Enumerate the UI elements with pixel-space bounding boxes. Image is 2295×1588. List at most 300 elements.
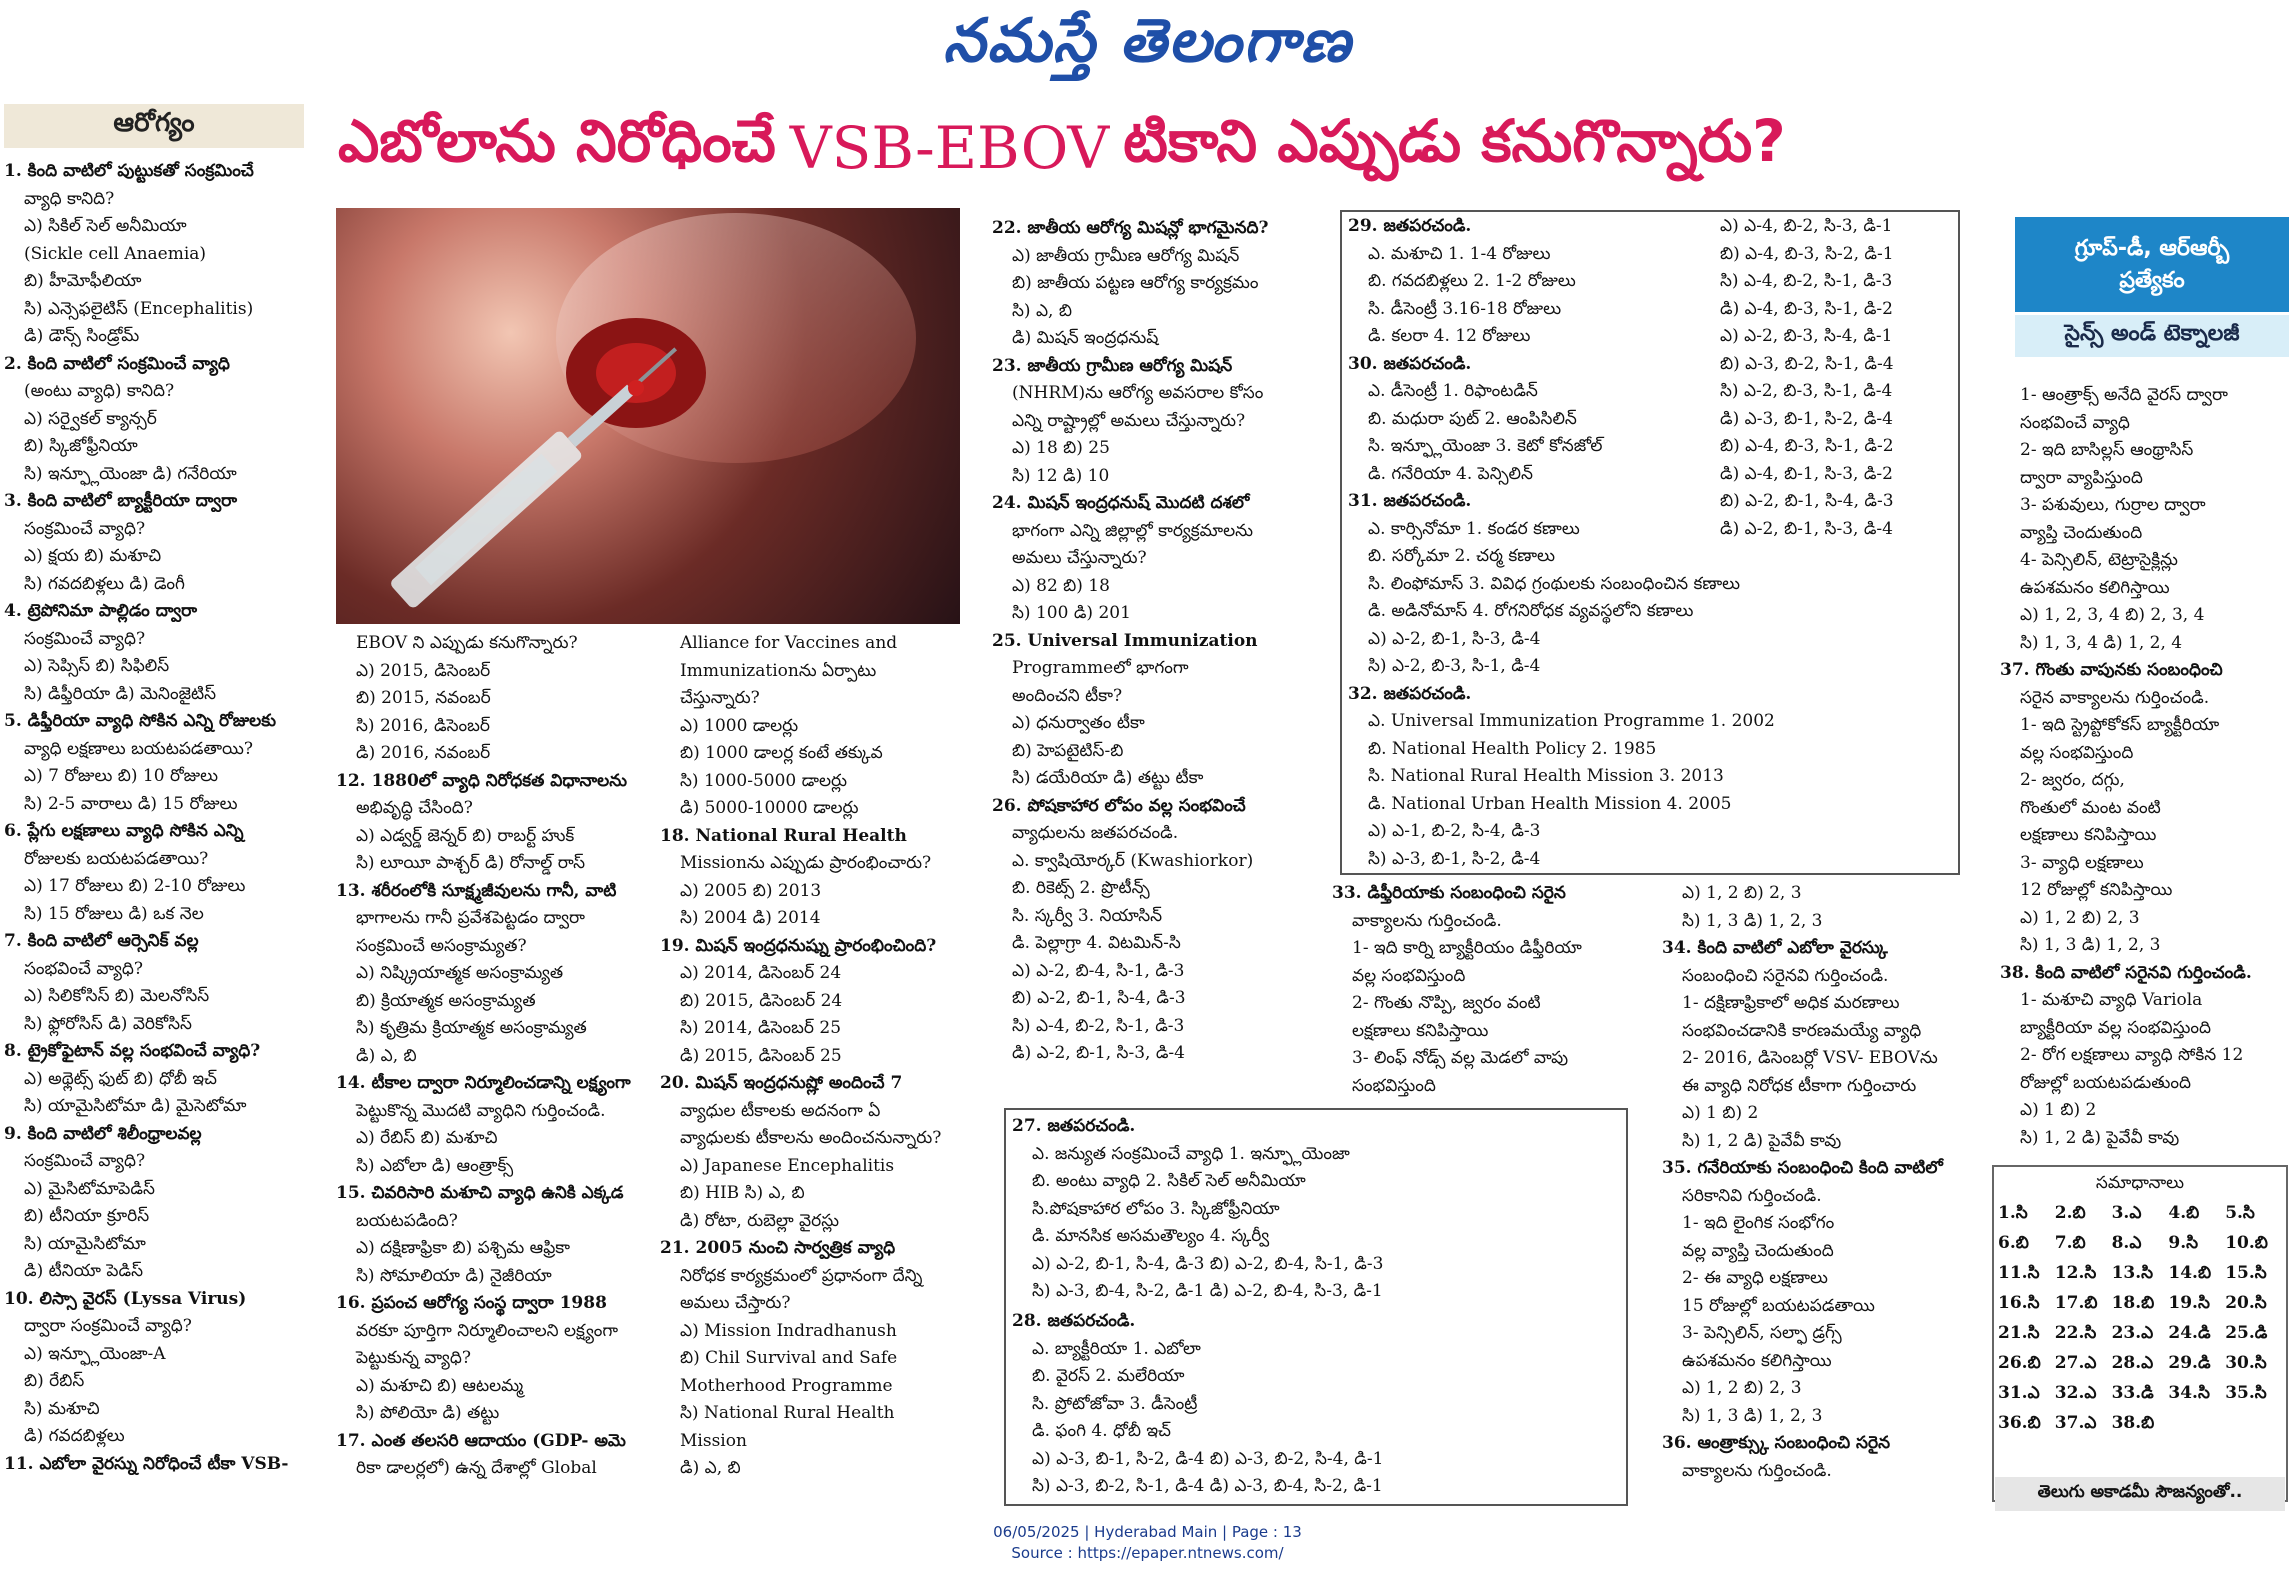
- sidebar-subheader: సైన్స్ అండ్ టెక్నాలజీ: [2015, 315, 2289, 357]
- text-line: ఎ) ఎ-2, బి-4, సి-1, డి-3: [1012, 960, 1185, 981]
- text-line: డి) 2015, డిసెంబర్ 25: [680, 1045, 842, 1066]
- answer-item: 17.బి: [2054, 1293, 2098, 1313]
- answer-item: 3.ఎ: [2111, 1203, 2142, 1223]
- answers-title: సమాధానాలు: [2095, 1173, 2185, 1193]
- text-line: డి. ఫంగి 4. ధోబీ ఇచ్: [1032, 1421, 1171, 1441]
- text-line: వరకూ పూర్తిగా నిర్మూలించాలని లక్ష్యంగా: [356, 1320, 618, 1341]
- text-line: సంబంధించి సరైనవి గుర్తించండి.: [1682, 965, 1889, 986]
- text-line: ఎ. Universal Immunization Programme 1. 2002: [1368, 711, 1775, 731]
- text-line: సి) యామైసిటోమా డి) మైసెటోమా: [24, 1096, 247, 1116]
- text-line: వ్యాప్తి చెందుతుంది: [2020, 522, 2143, 543]
- text-line: అమలు చేస్తున్నారు?: [1012, 548, 1147, 568]
- text-line: సి) 1, 3 డి) 1, 2, 3: [2020, 935, 2161, 955]
- answer-item: 12.సి: [2054, 1263, 2097, 1283]
- text-line: 10. లిస్సా వైరస్ (Lyssa Virus): [4, 1288, 247, 1309]
- text-line: సి) ఎ-3, బి-2, సి-1, డి-4 డి) ఎ-3, బి-4, సి-2, డి-1: [1032, 1476, 1383, 1496]
- text-line: వల్ల సంభవిస్తుంది: [2020, 742, 2134, 763]
- text-line: బి. National Health Policy 2. 1985: [1368, 738, 1657, 759]
- text-line: డి) టీనియా పెడిస్: [24, 1261, 143, 1281]
- answer-item: 1.సి: [1998, 1203, 2028, 1223]
- text-line: బి. సర్కోమా 2. చర్మ కణాలు: [1368, 546, 1555, 566]
- text-line: సి) లూయీ పాశ్చర్ డి) రోనాల్డ్ రాస్: [356, 853, 586, 873]
- question-28: [1012, 1308, 1622, 1508]
- text-line: 37. గొంతు వాపునకు సంబంధించి: [2000, 660, 2223, 680]
- text-line: 2- జ్వరం, దగ్గు,: [2020, 770, 2125, 790]
- text-line: 2- 2016, డిసెంబర్లో VSV- EBOVను: [1682, 1048, 1938, 1068]
- answer-item: 14.బి: [2168, 1263, 2212, 1283]
- text-line: 17. ఎంత తలసరి ఆదాయం (GDP- అమె: [336, 1430, 626, 1451]
- text-line: డి) ఎ-4, బి-3, సి-1, డి-2: [1720, 298, 1893, 319]
- text-line: ఎ) సెప్సిస్ బి) సిఫిలిస్: [24, 656, 170, 676]
- answer-item: 2.బి: [2054, 1203, 2086, 1223]
- text-line: సి) ఎ, బి: [1012, 300, 1072, 321]
- text-line: 2- గొంతు నొప్పి, జ్వరం వంటి: [1352, 993, 1541, 1013]
- text-line: డి. పెల్లాగ్రా 4. విటమిన్-సి: [1012, 933, 1181, 953]
- answer-item: 24.డి: [2168, 1323, 2211, 1343]
- text-line: సి) 2014, డిసెంబర్ 25: [680, 1018, 842, 1038]
- text-line: ఉపశమనం కలిగిస్తాయి: [2020, 577, 2170, 598]
- questions-29-32-options: [1700, 213, 1955, 873]
- text-line: సి. ఇన్ఫ్లూయెంజా 3. కెటో కోనజోల్: [1368, 436, 1603, 456]
- answer-item: 28.ఎ: [2111, 1353, 2154, 1373]
- answer-item: 36.బి: [1998, 1413, 2041, 1433]
- column-3: [660, 630, 975, 1490]
- text-line: డి) ఎ-3, బి-1, సి-2, డి-4: [1720, 408, 1893, 429]
- text-line: డి. గనేరియా 4. పెన్సిలిన్: [1368, 463, 1533, 484]
- text-line: ఎ) సర్వైకల్ క్యాన్సర్: [24, 408, 157, 429]
- column-2-text: [336, 630, 654, 1483]
- text-line: సరికానివి గుర్తించండి.: [1682, 1185, 1822, 1206]
- text-line: ఎ) 82 బి) 18: [1012, 575, 1110, 596]
- answer-item: 10.బి: [2225, 1233, 2268, 1253]
- text-line: ఎ) 1 బి) 2: [1682, 1103, 1759, 1123]
- text-line: డి) ఎ, బి: [356, 1045, 417, 1066]
- column-8: [2000, 382, 2290, 1162]
- text-line: Immunizationను ఏర్పాటు: [680, 660, 877, 681]
- masthead-logo: నమస్తే తెలంగాణ: [942, 6, 1353, 76]
- text-line: సి. ప్రోటోజోవా 3. డీసెంట్రీ: [1032, 1393, 1198, 1414]
- text-line: ఎ) ఎ-4, బి-2, సి-3, డి-1: [1720, 216, 1893, 236]
- text-line: 36. ఆంత్రాక్స్కు సంబంధించి సరైన: [1662, 1433, 1891, 1453]
- text-line: వాక్యాలను గుర్తించండి.: [1682, 1460, 1832, 1481]
- text-line: బి) 2015, డిసెంబర్ 24: [680, 990, 843, 1011]
- text-line: 12. 1880లో వ్యాధి నిరోధకత విధానాలను: [336, 770, 628, 791]
- text-line: బి. అంటు వ్యాధి 2. సికిల్ సెల్ అనీమియా: [1032, 1171, 1306, 1191]
- page-footer: [0, 1522, 2295, 1564]
- text-line: ఎ) సికిల్ సెల్ అనీమియా: [24, 216, 187, 236]
- text-line: ఎ) 2014, డిసెంబర్ 24: [680, 963, 842, 983]
- text-line: ఎ. జన్యుత సంక్రమించే వ్యాధి 1. ఇన్ఫ్లూయెంజా: [1032, 1143, 1350, 1164]
- text-line: సి) ఎన్సెఫలైటిస్ (Encephalitis): [24, 298, 254, 319]
- text-line: బి) HIB సి) ఎ, బి: [680, 1183, 805, 1203]
- text-line: రోజుల్లో బయటపడుతుంది: [2020, 1072, 2192, 1093]
- text-line: లక్షణాలు కనిపిస్తాయి: [1352, 1020, 1489, 1041]
- text-line: బి) స్కిజోఫ్రీనియా: [24, 436, 138, 456]
- answer-item: 20.సి: [2225, 1293, 2267, 1313]
- text-line: డి) ఎ-4, బి-1, సి-3, డి-2: [1720, 463, 1893, 484]
- text-line: సి) 1, 3, 4 డి) 1, 2, 4: [2020, 632, 2183, 653]
- text-line: ఎ) 1000 డాలర్లు: [680, 715, 799, 736]
- text-line: ఎ. క్వాషియోర్కర్ (Kwashiorkor): [1012, 850, 1254, 871]
- text-line: డి) రోటా, రుబెల్లా వైరస్లు: [680, 1210, 840, 1231]
- text-line: Mission: [680, 1430, 747, 1451]
- text-line: సి) మశూచి: [24, 1398, 100, 1419]
- answer-item: 30.సి: [2225, 1353, 2267, 1373]
- text-line: సి) సోమాలియా డి) నైజీరియా: [356, 1265, 552, 1286]
- answer-item: 9.సి: [2168, 1233, 2199, 1253]
- text-line: ఎ) 1, 2, 3, 4 బి) 2, 3, 4: [2020, 605, 2205, 625]
- text-line: సి) ఎ-3, బి-1, సి-2, డి-4: [1368, 848, 1541, 869]
- text-line: బి) క్రియాత్మక అసంక్రామ్యత: [356, 990, 536, 1011]
- text-line: సి) పోలియో డి) తట్టు: [356, 1403, 500, 1423]
- text-line: డి) 2016, నవంబర్: [356, 743, 491, 763]
- text-line: సి. National Rural Health Mission 3. 2013: [1368, 766, 1724, 786]
- column-1: [4, 158, 310, 1488]
- text-line: సి) ఎ-4, బి-2, సి-1, డి-3: [1720, 271, 1893, 291]
- text-line: ఎ) రేబిస్ బి) మశూచి: [356, 1128, 498, 1148]
- text-line: Missionను ఎప్పుడు ప్రారంభించారు?: [680, 853, 932, 873]
- text-line: 18. National Rural Health: [660, 825, 907, 846]
- vaccine-photo: [336, 208, 960, 624]
- text-line: ఎ) మైసిటోమాపెడిస్: [24, 1178, 155, 1199]
- text-line: 8. ట్రైకోఫైటాన్ వల్ల సంభవించే వ్యాధి?: [4, 1041, 261, 1061]
- footer-source: Source : https://epaper.ntnews.com/: [1011, 1544, 1284, 1562]
- text-line: ఎ) సిలికోసిస్ బి) మెలనోసిస్: [24, 986, 210, 1006]
- text-line: ఎ) 2015, డిసెంబర్: [356, 660, 491, 681]
- text-line: ఉపశమనం కలిగిస్తాయి: [1682, 1350, 1832, 1371]
- text-line: సి) డిఫ్తీరియా డి) మెనింజైటిస్: [24, 683, 217, 704]
- text-line: బి) ఎ-4, బి-3, సి-2, డి-1: [1720, 243, 1894, 264]
- text-line: Alliance for Vaccines and: [680, 633, 898, 653]
- syringe-illustration: [336, 208, 960, 624]
- answer-item: 7.బి: [2054, 1233, 2086, 1253]
- text-line: వ్యాధుల టీకాలకు అదనంగా ఏ: [680, 1100, 881, 1121]
- answer-item: 15.సి: [2225, 1263, 2267, 1283]
- text-line: బి) 2015, నవంబర్: [356, 688, 491, 708]
- text-line: సి) డయేరియా డి) తట్టు టీకా: [1012, 768, 1204, 788]
- text-line: ఎ) ఎ-1, బి-2, సి-4, డి-3: [1368, 821, 1541, 841]
- text-line: డి) ఎ-2, బి-1, సి-3, డి-4: [1012, 1043, 1185, 1063]
- text-line: వ్యాధులకు టీకాలను అందించనున్నారు?: [680, 1128, 942, 1148]
- column-4-text: [992, 215, 1337, 1068]
- text-line: 23. జాతీయ గ్రామీణ ఆరోగ్య మిషన్: [992, 355, 1233, 376]
- text-line: ద్వారా సంక్రమించే వ్యాధి?: [24, 1316, 192, 1336]
- answers-box: [1992, 1165, 2288, 1502]
- text-line: బి. వైరస్ 2. మలేరియా: [1032, 1366, 1185, 1386]
- text-line: 1. కింది వాటిలో పుట్టుకతో సంక్రమించే: [4, 161, 254, 181]
- text-line: 2- ఈ వ్యాధి లక్షణాలు: [1682, 1268, 1828, 1288]
- text-line: చేస్తున్నారు?: [680, 688, 760, 708]
- answers-grid: [1998, 1203, 2282, 1437]
- text-line: సి) 1000-5000 డాలర్లు: [680, 770, 848, 791]
- text-line: బి. మధురా పుట్ 2. ఆంపిసిలిన్: [1368, 408, 1577, 429]
- text-line: ఎ) నిష్క్రియాత్మక అసంక్రామ్యత: [356, 963, 564, 983]
- text-line: 35. గనేరియాకు సంబంధించి కింది వాటిలో: [1662, 1158, 1943, 1178]
- text-line: EBOV ని ఎప్పుడు కనుగొన్నారు?: [356, 633, 578, 653]
- text-line: సి. డీసెంట్రీ 3.16-18 రోజులు: [1368, 298, 1562, 319]
- text-line: సి) ఎ-4, బి-2, సి-1, డి-3: [1012, 1015, 1185, 1036]
- text-line: (Sickle cell Anaemia): [24, 243, 207, 264]
- text-line: 34. కింది వాటిలో ఎబోలా వైరస్కు: [1662, 938, 1888, 958]
- text-line: 4- పెన్సిలిన్, టెట్రాసైక్లిన్లు: [2020, 550, 2178, 570]
- text-line: 1- ఇది లైంగిక సంభోగం: [1682, 1213, 1835, 1233]
- text-line: వ్యాధి లక్షణాలు బయటపడతాయి?: [24, 738, 254, 759]
- answer-item: 26.బి: [1998, 1353, 2041, 1373]
- answer-item: 6.బి: [1998, 1233, 2029, 1253]
- masthead: [0, 8, 2295, 88]
- answer-item: 11.సి: [1998, 1263, 2040, 1283]
- text-line: సి) ఎ-2, బి-3, సి-1, డి-4: [1720, 381, 1893, 401]
- text-line: 2- ఇది బాసిల్లస్ ఆంథ్రాసిస్: [2020, 440, 2194, 460]
- text-line: Motherhood Programme: [680, 1375, 893, 1396]
- text-line: ఎ) 1, 2 బి) 2, 3: [1682, 883, 1802, 903]
- text-line: 13. శరీరంలోకి సూక్ష్మజీవులను గానీ, వాటి: [336, 880, 617, 901]
- text-line: డి. అడినోమాస్ 4. రోగనిరోధక వ్యవస్థలోని కణాలు: [1368, 601, 1694, 621]
- headline: [338, 108, 2288, 188]
- text-line: రోజులకు బయటపడతాయి?: [24, 848, 209, 869]
- text-line: ఎ. మశూచి 1. 1-4 రోజులు: [1368, 243, 1551, 264]
- text-line: సి. స్కర్వీ 3. నియాసిన్: [1012, 905, 1163, 926]
- answer-item: 25.డి: [2225, 1323, 2268, 1343]
- credit-line: తెలుగు అకాడమీ సౌజన్యంతో..: [1995, 1477, 2285, 1511]
- text-line: 15 రోజుల్లో బయటపడతాయి: [1682, 1295, 1875, 1316]
- text-line: సి) 2004 డి) 2014: [680, 908, 821, 928]
- text-line: సంభవిస్తుంది: [1352, 1075, 1436, 1096]
- answer-item: 5.సి: [2225, 1203, 2255, 1223]
- answer-item: 23.ఎ: [2111, 1323, 2154, 1343]
- text-line: ఎ) 18 బి) 25: [1012, 438, 1110, 458]
- text-line: వాక్యాలను గుర్తించండి.: [1352, 910, 1502, 931]
- text-line: డి. కలరా 4. 12 రోజులు: [1368, 326, 1531, 346]
- text-line: ఎ) దక్షిణాఫ్రికా బి) పశ్చిమ ఆఫ్రికా: [356, 1238, 571, 1258]
- text-line: 7. కింది వాటిలో ఆర్సెనిక్ వల్ల: [4, 931, 199, 951]
- text-line: వల్ల వ్యాప్తి చెందుతుంది: [1682, 1240, 1834, 1261]
- text-line: సి) 15 రోజులు డి) ఒక నెల: [24, 903, 204, 924]
- footer-edition: 06/05/2025 | Hyderabad Main | Page : 13: [993, 1523, 1302, 1541]
- text-line: ఎ) 1, 2 బి) 2, 3: [1682, 1378, 1802, 1398]
- text-line: 33. డిఫ్తీరియాకు సంబంధించి సరైన: [1332, 883, 1566, 903]
- answer-item: 27.ఎ: [2054, 1353, 2097, 1373]
- text-line: నిరోధక కార్యక్రమంలో ప్రధానంగా దేన్ని: [680, 1265, 923, 1286]
- text-line: డి) డౌన్స్ సిండ్రోమ్: [24, 326, 140, 346]
- text-line: డి. National Urban Health Mission 4. 2005: [1368, 793, 1732, 814]
- text-line: ఎ) 2005 బి) 2013: [680, 880, 822, 901]
- text-line: 9. కింది వాటిలో శిలీంధ్రాలవల్ల: [4, 1123, 202, 1144]
- column-1-text: [4, 158, 310, 1478]
- answer-item: 35.సి: [2225, 1383, 2267, 1403]
- text-line: 1- మశూచి వ్యాధి Variola: [2020, 990, 2203, 1010]
- answer-item: 31.ఎ: [1998, 1383, 2040, 1403]
- column-7: [1662, 880, 1977, 1500]
- text-line: ఎ) 17 రోజులు బి) 2-10 రోజులు: [24, 876, 246, 896]
- text-line: బి. గవదబిళ్లలు 2. 1-2 రోజులు: [1368, 271, 1576, 291]
- text-line: ఎన్ని రాష్ట్రాల్లో అమలు చేస్తున్నారు?: [1012, 410, 1246, 431]
- text-line: సి) ఇన్ఫ్లూయెంజా డి) గనేరియా: [24, 463, 237, 484]
- text-line: బి) ఎ-2, బి-1, సి-4, డి-3: [1012, 988, 1186, 1008]
- text-line: 1- ఇది కార్ని బ్యాక్టీరియం డిఫ్తీరియా: [1352, 938, 1582, 958]
- text-line: 25. Universal Immunization: [992, 630, 1258, 651]
- text-line: 30. జతపరచండి.: [1348, 353, 1472, 374]
- text-line: 1- దక్షిణాఫ్రికాలో అధిక మరణాలు: [1682, 993, 1900, 1013]
- answer-item: 32.ఎ: [2054, 1383, 2097, 1403]
- text-line: 4. ట్రెపోనిమా పాల్లిడం ద్వారా: [4, 601, 198, 621]
- text-line: బి) Chil Survival and Safe: [680, 1348, 898, 1368]
- text-line: డి. మానసిక అసమతౌల్యం 4. స్కర్వీ: [1032, 1226, 1270, 1246]
- text-line: ఈ వ్యాధి నిరోధక టీకాగా గుర్తించారు: [1682, 1075, 1917, 1096]
- answer-item: 38.బి: [2111, 1413, 2155, 1433]
- text-line: 14. టీకాల ద్వారా నిర్మూలించడాన్ని లక్ష్యంగా: [336, 1073, 631, 1093]
- text-line: 2- రోగ లక్షణాలు వ్యాధి సోకిన 12: [2020, 1045, 2244, 1065]
- text-line: 29. జతపరచండి.: [1348, 216, 1472, 236]
- text-line: సంభవించే వ్యాధి: [2020, 412, 2130, 433]
- text-line: గొంతులో మంట వంటి: [2020, 797, 2161, 818]
- text-line: 3- లింఫ్ నోడ్స్ వల్ల మెడలో వాపు: [1352, 1048, 1569, 1068]
- text-line: ఎ) ఎ-2, బి-3, సి-4, డి-1: [1720, 326, 1893, 346]
- text-line: సి) 100 డి) 201: [1012, 603, 1131, 623]
- text-line: సంభవించడానికి కారణమయ్యే వ్యాధి: [1682, 1020, 1922, 1041]
- text-line: 24. మిషన్ ఇంద్రధనుష్ మొదటి దశలో: [992, 493, 1250, 513]
- text-line: ఎ) ఇన్ఫ్లూయెంజా-A: [24, 1343, 166, 1364]
- text-line: 1- ఇది స్ట్రెప్టోకోకస్ బ్యాక్టీరియా: [2020, 715, 2220, 735]
- text-line: ఎ) 1 బి) 2: [2020, 1100, 2097, 1120]
- text-line: డి) మిషన్ ఇంద్రధనుష్: [1012, 328, 1159, 348]
- text-line: సంభవించే వ్యాధి?: [24, 958, 144, 979]
- text-line: బి) ఎ-4, బి-3, సి-1, డి-2: [1720, 436, 1894, 456]
- text-line: బి) 1000 డాలర్ల కంటే తక్కువ: [680, 743, 883, 763]
- sidebar-header-line1: గ్రూప్-డీ, ఆర్ఆర్బీ: [2074, 235, 2230, 261]
- text-line: ఎ) ఎ-2, బి-1, సి-4, డి-3 బి) ఎ-2, బి-4, సి-1, డి-3: [1032, 1253, 1384, 1274]
- text-line: బి) హెపటైటిస్-బి: [1012, 740, 1124, 761]
- text-line: ఎ) క్షయ బి) మశూచి: [24, 546, 162, 566]
- text-line: 27. జతపరచండి.: [1012, 1116, 1136, 1136]
- column-2: [336, 630, 654, 1490]
- text-line: 5. డిఫ్తీరియా వ్యాధి సోకిన ఎన్ని రోజులకు: [4, 711, 276, 731]
- column-6: [1332, 880, 1662, 1110]
- sidebar-header-line2: ప్రత్యేకం: [2119, 267, 2185, 293]
- text-line: సి.పోషకాహార లోపం 3. స్కిజోఫ్రీనియా: [1032, 1198, 1280, 1219]
- text-line: ఎ) ఎ-2, బి-1, సి-3, డి-4: [1368, 628, 1541, 649]
- text-line: (NHRM)ను ఆరోగ్య అవసరాల కోసం: [1012, 383, 1264, 403]
- text-line: ఎ. డీసెంట్రీ 1. రిఫాంటడిన్: [1368, 381, 1538, 401]
- text-line: సి) 1, 2 డి) పైవేవీ కావు: [2020, 1127, 2180, 1148]
- text-line: సంక్రమించే వ్యాధి?: [24, 628, 146, 649]
- text-line: బి) హీమోఫీలియా: [24, 271, 142, 291]
- answer-item: 16.సి: [1998, 1293, 2040, 1313]
- text-line: డి) 5000-10000 డాలర్లు: [680, 798, 859, 818]
- text-line: 32. జతపరచండి.: [1348, 683, 1472, 704]
- text-line: బి) జాతీయ పట్టణ ఆరోగ్య కార్యక్రమం: [1012, 273, 1259, 293]
- text-line: సి) కృత్రిమ క్రియాత్మక అసంక్రామ్యత: [356, 1018, 587, 1038]
- text-line: 12 రోజుల్లో కనిపిస్తాయి: [2020, 880, 2173, 900]
- text-line: అభివృద్ధి చేసింది?: [356, 798, 473, 818]
- text-line: వ్యాధులను జతపరచండి.: [1012, 823, 1179, 843]
- answer-item: 13.సి: [2111, 1263, 2154, 1283]
- text-line: 20. మిషన్ ఇంద్రధనుష్లో అందించే 7: [660, 1073, 903, 1093]
- answer-item: 4.బి: [2168, 1203, 2200, 1223]
- headline-latin: VSB-EBOV: [789, 114, 1110, 182]
- text-line: 3- పెన్సిలిన్, సల్ఫా డ్రగ్స్: [1682, 1323, 1842, 1343]
- text-line: అందించని టీకా?: [1012, 685, 1123, 706]
- answer-item: 37.ఎ: [2054, 1413, 2097, 1433]
- text-line: 22. జాతీయ ఆరోగ్య మిషన్లో భాగమైనది?: [992, 218, 1269, 238]
- text-line: సి) ఎబోలా డి) ఆంత్రాక్స్: [356, 1155, 514, 1176]
- text-line: బి) ఎ-3, బి-2, సి-1, డి-4: [1720, 353, 1894, 374]
- text-line: బయటపడింది?: [356, 1210, 458, 1231]
- text-line: ఎ) ఎ-3, బి-1, సి-2, డి-4 బి) ఎ-3, బి-2, సి-4, డి-1: [1032, 1448, 1384, 1469]
- text-line: వ్యాధి కానిది?: [24, 188, 115, 209]
- text-line: ఎ) అథ్లెట్స్ ఫుట్ బి) ధోబీ ఇచ్: [24, 1068, 217, 1089]
- text-line: సంక్రమించే అసంక్రామ్యత?: [356, 935, 527, 956]
- text-line: 6. ప్లేగు లక్షణాలు వ్యాధి సోకిన ఎన్ని: [4, 821, 244, 841]
- text-line: భాగంగా ఎన్ని జిల్లాల్లో కార్యక్రమాలను: [1012, 520, 1253, 541]
- text-line: ఎ) ఎడ్వర్డ్ జెన్నర్ బి) రాబర్ట్ హుక్: [356, 825, 575, 846]
- text-line: సరైన వాక్యాలను గుర్తించండి.: [2020, 687, 2210, 708]
- text-line: 2. కింది వాటిలో సంక్రమించే వ్యాధి: [4, 353, 230, 374]
- text-line: సంక్రమించే వ్యాధి?: [24, 518, 146, 539]
- text-line: బి) రేబిస్: [24, 1371, 85, 1391]
- text-line: 3- పశువులు, గుర్రాల ద్వారా: [2020, 495, 2206, 515]
- answer-item: 21.సి: [1998, 1323, 2040, 1343]
- text-line: సి) 12 డి) 10: [1012, 465, 1110, 486]
- text-line: అమలు చేస్తారు?: [680, 1293, 791, 1313]
- text-line: వల్ల సంభవిస్తుంది: [1352, 965, 1466, 986]
- text-line: 15. చివరిసారి మశూచి వ్యాధి ఉనికి ఎక్కడ: [336, 1183, 624, 1203]
- section-tag: ఆరోగ్యం: [4, 104, 304, 148]
- text-line: ఎ) ధనుర్వాతం టీకా: [1012, 713, 1145, 733]
- text-line: 11. ఎబోలా వైరస్ను నిరోధించే టీకా VSB-: [4, 1453, 289, 1474]
- headline-part2: టికాని ఎప్పుడు కనుగొన్నారు?: [1123, 108, 1786, 175]
- answer-item: 19.సి: [2168, 1293, 2210, 1313]
- text-line: ఎ) 7 రోజులు బి) 10 రోజులు: [24, 766, 219, 786]
- text-line: 1- ఆంత్రాక్స్ అనేది వైరస్ ద్వారా: [2020, 385, 2228, 405]
- text-line: ఎ) మశూచి బి) ఆటలమ్మ: [356, 1375, 524, 1396]
- text-line: ఎ) Mission Indradhanush: [680, 1320, 897, 1341]
- answer-item: 22.సి: [2054, 1323, 2097, 1343]
- text-line: 21. 2005 నుంచి సార్వత్రిక వ్యాధి: [660, 1238, 896, 1258]
- text-line: ఎ) జాతీయ గ్రామీణ ఆరోగ్య మిషన్: [1012, 245, 1240, 266]
- text-line: లక్షణాలు కనిపిస్తాయి: [2020, 825, 2157, 845]
- text-line: (అంటు వ్యాధి) కానిది?: [24, 381, 175, 401]
- text-line: డి) గవదబిళ్లలు: [24, 1426, 125, 1446]
- text-line: సి) 2-5 వారాలు డి) 15 రోజులు: [24, 793, 238, 814]
- text-line: Programmeలో భాగంగా: [1012, 658, 1189, 678]
- text-line: బి. రికెట్స్ 2. ప్రొటీన్స్: [1012, 878, 1150, 898]
- answer-item: 34.సి: [2168, 1383, 2210, 1403]
- column-3-text: [660, 630, 975, 1483]
- text-line: సి) 1, 3 డి) 1, 2, 3: [1682, 910, 1823, 931]
- text-line: రికా డాలర్లలో) ఉన్న దేశాల్లో Global: [356, 1458, 597, 1478]
- text-line: డి) ఎ-2, బి-1, సి-3, డి-4: [1720, 518, 1893, 539]
- sidebar-header: [2015, 217, 2289, 312]
- text-line: సి) National Rural Health: [680, 1403, 895, 1423]
- text-line: సి) ఫ్లోరోసిస్ డి) వెరికోసిస్: [24, 1013, 192, 1034]
- text-line: ఎ. బ్యాక్టీరియా 1. ఎబోలా: [1032, 1338, 1201, 1359]
- text-line: సి) యామైసిటోమా: [24, 1233, 146, 1254]
- answer-item: 29.డి: [2168, 1353, 2211, 1373]
- text-line: బి) టీనియా క్రూరిస్: [24, 1206, 150, 1226]
- text-line: 16. ప్రపంచ ఆరోగ్య సంస్థ ద్వారా 1988: [336, 1293, 607, 1313]
- headline-part1: ఎబోలాను నిరోధించే: [338, 108, 776, 175]
- text-line: భాగాలను గానీ ప్రవేశపెట్టడం ద్వారా: [356, 908, 585, 928]
- text-line: పెట్టుకున్న వ్యాధి?: [356, 1348, 471, 1368]
- answer-item: 33.డి: [2111, 1383, 2154, 1403]
- text-line: ఎ) 1, 2 బి) 2, 3: [2020, 907, 2140, 928]
- text-line: బ్యాక్టీరియా వల్ల సంభవిస్తుంది: [2020, 1017, 2212, 1038]
- text-line: ద్వారా వ్యాపిస్తుంది: [2020, 467, 2143, 488]
- text-line: 3- వ్యాధి లక్షణాలు: [2020, 852, 2144, 873]
- text-line: సి) 2016, డిసెంబర్: [356, 715, 491, 736]
- text-line: 38. కింది వాటిలో సరైనవి గుర్తించండి.: [2000, 962, 2252, 983]
